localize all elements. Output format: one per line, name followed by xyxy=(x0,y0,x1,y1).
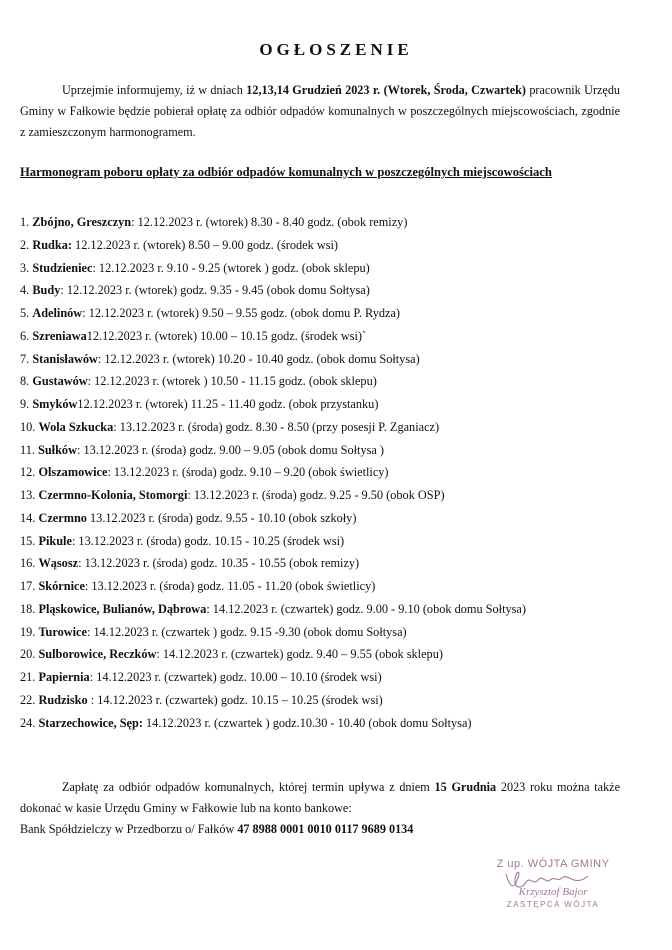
schedule-item-details: : 12.12.2023 r. (wtorek) godz. 9.35 - 9.45 (obok domu Sołtysa) xyxy=(60,283,370,298)
schedule-heading: Harmonogram poboru opłaty za odbiór odpadów komunalnych w poszczególnych miejscowościach xyxy=(20,165,552,179)
schedule-item xyxy=(20,325,640,348)
schedule-item-number: 5. xyxy=(20,306,30,320)
schedule-item-number: 4. xyxy=(20,283,30,298)
schedule-item xyxy=(20,598,640,621)
schedule-item-details: : 12.12.2023 r. (wtorek) 8.30 - 8.40 godz. (obok remizy) xyxy=(131,215,408,229)
schedule-item-place: Turowice xyxy=(38,624,87,639)
schedule-item-place: Papiernia xyxy=(38,670,90,684)
schedule-item-number: 9. xyxy=(20,397,30,411)
payment-text-1: Zapłatę za odbiór odpadów komunalnych, której termin upływa z dniem xyxy=(62,780,435,794)
schedule-item-place: Studzieniec xyxy=(32,260,93,275)
signature-scribble-icon xyxy=(488,868,618,896)
bank-account-number: 47 8988 0001 0010 0117 9689 0134 xyxy=(237,822,414,836)
schedule-item-details: : 12.12.2023 r. 9.10 - 9.25 (wtorek ) godz. (obok sklepu) xyxy=(92,260,370,275)
schedule-item xyxy=(20,666,640,689)
schedule-item-details: 12.12.2023 r. (wtorek) 11.25 - 11.40 godz. (obok przystanku) xyxy=(77,397,379,411)
schedule-item-number: 8. xyxy=(20,374,30,389)
stamp-role: ZASTĘPCA WÓJTA xyxy=(506,900,600,909)
schedule-item-place: Zbójno, Greszczyn xyxy=(32,215,132,229)
schedule-item-details: : 13.12.2023 r. (środa) godz. 8.30 - 8.50 (przy posesji P. Zganiacz) xyxy=(113,419,440,434)
schedule-item xyxy=(20,416,640,439)
schedule-item-details: 14.12.2023 r. (czwartek ) godz.10.30 - 10.40 (obok domu Sołtysa) xyxy=(142,715,472,730)
schedule-item-place: Pląskowice, Bulianów, Dąbrowa xyxy=(38,601,207,616)
schedule-item-place: Czermno xyxy=(38,510,87,525)
schedule-item-number: 21. xyxy=(20,670,36,684)
schedule-item xyxy=(20,370,640,393)
schedule-list xyxy=(20,211,640,734)
schedule-item-details: : 14.12.2023 r. (czwartek ) godz. 9.15 -9.30 (obok domu Sołtysa) xyxy=(86,624,407,639)
schedule-item-place: Starzechowice, Sęp: xyxy=(38,715,143,730)
schedule-item-number: 10. xyxy=(20,419,36,434)
intro-dates: 12,13,14 Grudzień 2023 r. xyxy=(246,83,381,97)
intro-days: (Wtorek, Środa, Czwartek) xyxy=(383,83,526,97)
stamp-authority-line: Z up. WÓJTA GMINY xyxy=(496,858,610,870)
schedule-item-place: Czermno-Kolonia, Stomorgi xyxy=(38,488,188,502)
schedule-item-number: 18. xyxy=(20,601,36,616)
schedule-item xyxy=(20,530,640,553)
schedule-item-number: 22. xyxy=(20,692,36,707)
schedule-item-number: 3. xyxy=(20,260,30,275)
payment-text-2: 2023 roku można także dokonać w kasie Urzędu Gminy w Fałkowie lub na konto bankowe: xyxy=(20,780,620,815)
schedule-item xyxy=(20,279,640,302)
schedule-item-place: Smyków xyxy=(32,397,78,411)
schedule-item-place: Sułków xyxy=(38,442,77,457)
schedule-item-number: 15. xyxy=(20,533,36,548)
schedule-item-number: 13. xyxy=(20,488,36,502)
schedule-item-place: Wąsosz xyxy=(38,556,79,571)
schedule-item xyxy=(20,393,640,416)
schedule-item xyxy=(20,575,640,598)
schedule-item-place: Gustawów xyxy=(32,374,88,389)
schedule-item-place: Rudzisko xyxy=(38,692,88,707)
schedule-item-details: : 14.12.2023 r. (czwartek) godz. 9.00 - 9.10 (obok domu Sołtysa) xyxy=(206,601,526,616)
schedule-item xyxy=(20,484,640,507)
schedule-item-details: : 14.12.2023 r. (czwartek) godz. 10.15 – 10.25 (środek wsi) xyxy=(87,692,383,707)
schedule-item-number: 12. xyxy=(20,465,36,480)
schedule-item-details: : 13.12.2023 r. (środa) godz. 10.35 - 10.55 (obok remizy) xyxy=(78,556,360,571)
schedule-item xyxy=(20,257,640,280)
schedule-item-details: : 12.12.2023 r. (wtorek ) 10.50 - 11.15 godz. (obok sklepu) xyxy=(87,374,377,389)
schedule-item-details: : 14.12.2023 r. (czwartek) godz. 10.00 – 10.10 (środek wsi) xyxy=(89,670,382,684)
schedule-item xyxy=(20,439,640,462)
schedule-item xyxy=(20,348,640,371)
schedule-item-details: : 13.12.2023 r. (środa) godz. 9.00 – 9.05 (obok domu Sołtysa ) xyxy=(76,442,385,457)
schedule-item-details: : 12.12.2023 r. (wtorek) 10.20 - 10.40 godz. (obok domu Sołtysa) xyxy=(97,351,420,366)
schedule-item xyxy=(20,621,640,644)
bank-name: Bank Spółdzielczy w Przedborzu o/ Fałków xyxy=(20,822,238,836)
stamp-name: Krzysztof Bajor xyxy=(518,886,588,898)
schedule-item-place: Stanisławów xyxy=(32,351,98,366)
signature-stamp xyxy=(468,858,638,909)
intro-text-2: pracownik Urzędu Gminy w Fałkowie będzie pobierał opłatę za odbiór odpadów komunalnych w poszczególnych miejscowościach, zgodnie z zamieszczonym harmonogramem. xyxy=(20,83,621,139)
intro-paragraph xyxy=(20,80,620,143)
payment-paragraph xyxy=(20,777,620,840)
schedule-item-place: Adelinów xyxy=(32,306,83,320)
page-title: OGŁOSZENIE xyxy=(259,40,413,59)
schedule-item-place: Budy xyxy=(32,283,61,298)
schedule-item-number: 19. xyxy=(20,624,36,639)
schedule-item-number: 11. xyxy=(20,442,35,457)
schedule-item-number: 16. xyxy=(20,556,36,571)
schedule-item-details: : 14.12.2023 r. (czwartek) godz. 9.40 – 9.55 (obok sklepu) xyxy=(156,647,443,662)
schedule-item-number: 20. xyxy=(20,647,36,662)
schedule-item-number: 2. xyxy=(20,237,30,252)
schedule-item xyxy=(20,689,640,712)
schedule-item-number: 6. xyxy=(20,328,30,343)
schedule-item-details: : 13.12.2023 r. (środa) godz. 9.25 - 9.50 (obok OSP) xyxy=(187,488,445,502)
schedule-item xyxy=(20,712,640,735)
schedule-item xyxy=(20,461,640,484)
schedule-item-details: : 13.12.2023 r. (środa) godz. 10.15 - 10.25 (środek wsi) xyxy=(71,533,345,548)
schedule-item-place: Wola Szkucka xyxy=(38,419,114,434)
schedule-item-details: 12.12.2023 r. (wtorek) 8.50 – 9.00 godz. (środek wsi) xyxy=(71,237,339,252)
schedule-item-details: 12.12.2023 r. (wtorek) 10.00 – 10.15 godz. (środek wsi)` xyxy=(86,328,367,343)
schedule-item xyxy=(20,643,640,666)
handwritten-signature xyxy=(468,872,638,894)
schedule-item xyxy=(20,552,640,575)
schedule-item-place: Sulborowice, Reczków xyxy=(38,647,157,662)
schedule-item-place: Pikule xyxy=(38,533,72,548)
schedule-item-number: 17. xyxy=(20,579,36,593)
schedule-item xyxy=(20,234,640,257)
schedule-item-details: 13.12.2023 r. (środa) godz. 9.55 - 10.10 (obok szkoły) xyxy=(86,510,357,525)
payment-deadline: 15 Grudnia xyxy=(434,780,497,794)
schedule-item-place: Olszamowice xyxy=(38,465,108,480)
schedule-item-number: 14. xyxy=(20,510,36,525)
schedule-item-details: : 13.12.2023 r. (środa) godz. 9.10 – 9.20 (obok świetlicy) xyxy=(107,465,389,480)
schedule-item-place: Skórnice xyxy=(38,579,85,593)
schedule-item-details: : 13.12.2023 r. (środa) godz. 11.05 - 11.20 (obok świetlicy) xyxy=(84,579,376,593)
schedule-item xyxy=(20,507,640,530)
intro-text-1: Uprzejmie informujemy, iż w dniach xyxy=(62,83,247,97)
schedule-item xyxy=(20,211,640,234)
schedule-item-number: 7. xyxy=(20,351,30,366)
schedule-item xyxy=(20,302,640,325)
schedule-item-place: Szreniawa xyxy=(32,328,87,343)
schedule-item-place: Rudka: xyxy=(32,237,72,252)
schedule-item-number: 24. xyxy=(20,715,36,730)
schedule-item-details: : 12.12.2023 r. (wtorek) 9.50 – 9.55 godz. (obok domu P. Rydza) xyxy=(82,306,401,320)
schedule-item-number: 1. xyxy=(20,215,30,229)
